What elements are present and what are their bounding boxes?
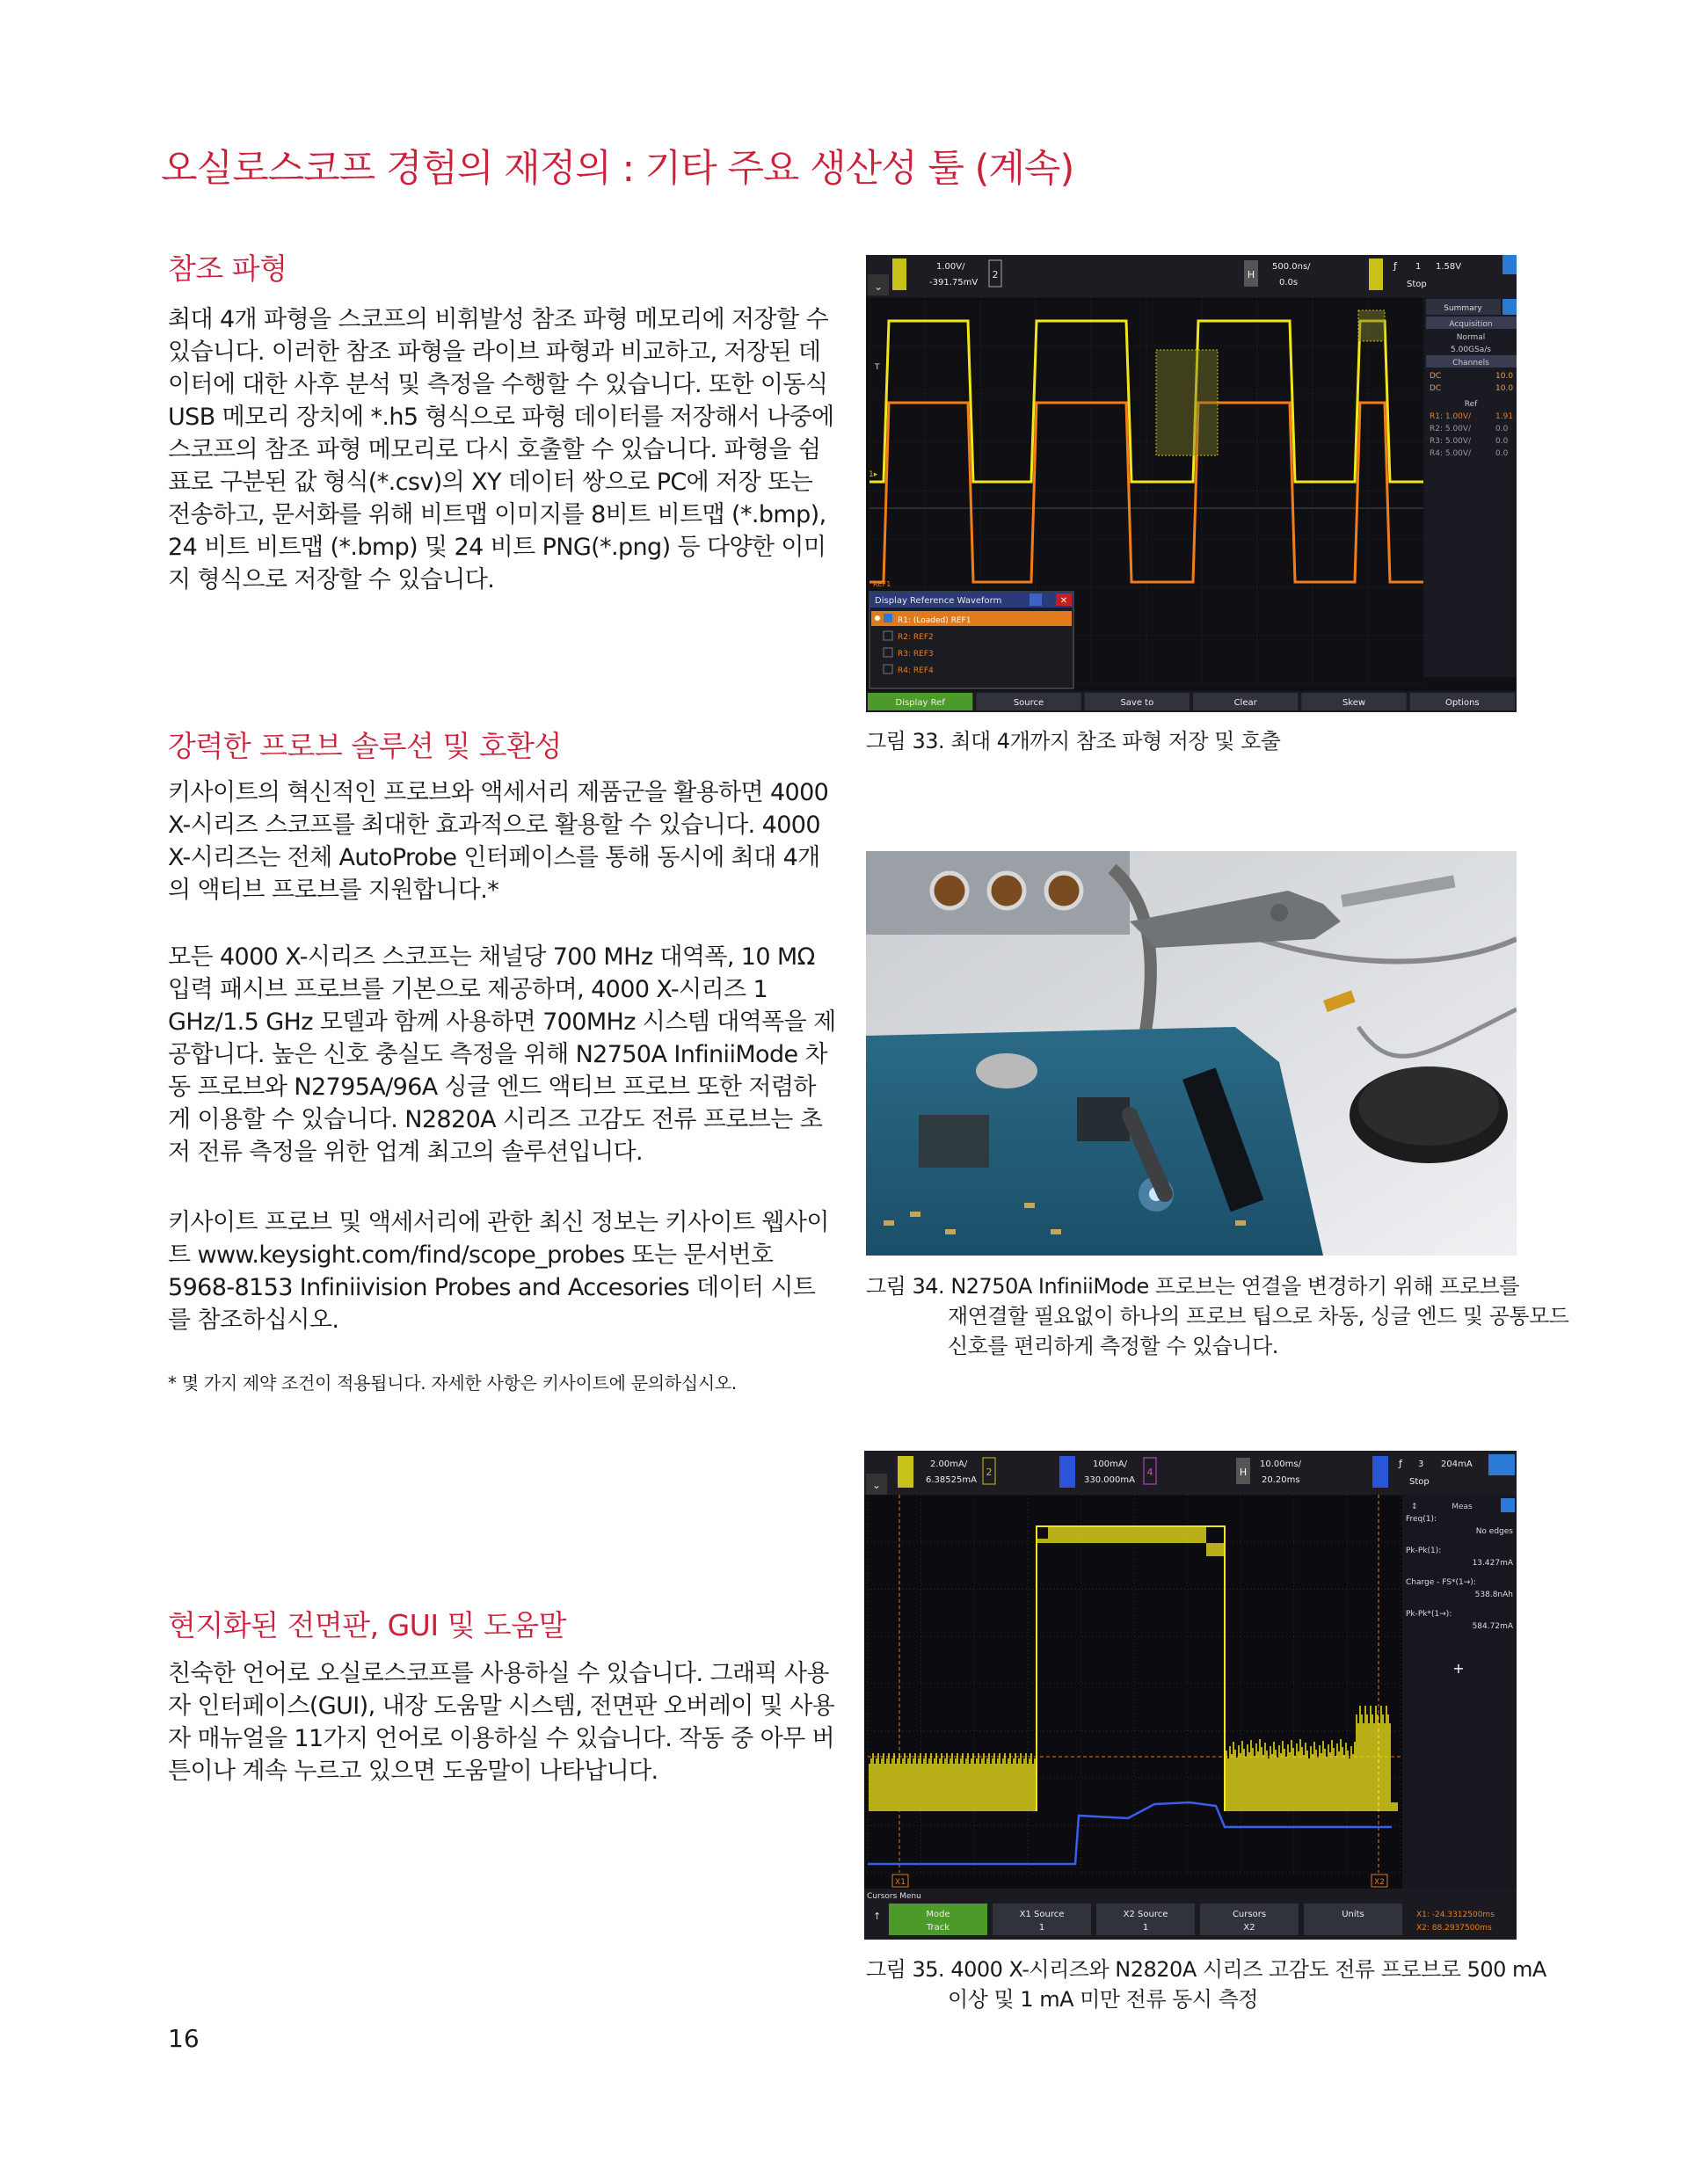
ch-a-scale: 2.00mA/	[930, 1460, 968, 1469]
side-ch-val-1: 10.0	[1495, 372, 1514, 381]
ch2-badge: 2	[992, 269, 999, 280]
run-state: Stop	[1407, 280, 1427, 289]
softkey-35-bottom-0: Track	[926, 1923, 950, 1933]
side-acq-title: Acquisition	[1449, 320, 1493, 329]
bnc-connector-2	[989, 873, 1024, 908]
meas-value-1: 13.427mA	[1472, 1559, 1513, 1568]
ch1-badge[interactable]	[892, 258, 906, 290]
ch-b-badge[interactable]	[1059, 1456, 1075, 1488]
figure-34-number: 그림 34.	[866, 1274, 945, 1299]
side-ch-title: Channels	[1452, 359, 1489, 368]
help-icon[interactable]	[1502, 255, 1517, 274]
softkey-label-1: Source	[1013, 698, 1044, 708]
side-ref-val-2: 0.0	[1495, 425, 1509, 433]
page-title: 오실로스코프 경험의 재정의 : 기타 주요 생산성 툴 (계속)	[161, 147, 1074, 191]
trigger-level: 1.58V	[1436, 262, 1462, 272]
h-badge-2: H	[1239, 1467, 1248, 1478]
timebase: 500.0ns/	[1272, 262, 1311, 272]
softkey-label-2: Save to	[1120, 698, 1154, 708]
meas-panel-icon: ↕	[1411, 1503, 1418, 1511]
figure-33-caption-text: 최대 4개까지 참조 파형 저장 및 호출	[950, 729, 1281, 753]
footnote: * 몇 가지 제약 조건이 적용됩니다. 자세한 사항은 키사이트에 문의하십시오.	[168, 1372, 737, 1394]
side-ch-row-2: DC	[1430, 384, 1442, 393]
measurement-region-small[interactable]	[1358, 310, 1385, 341]
page-number: 16	[168, 2024, 200, 2053]
dialog-item-r2-label[interactable]: R2: REF2	[898, 633, 934, 642]
probes-para-3	[168, 1206, 836, 1336]
figure-34-caption-line1: N2750A InfiniiMode 프로브는 연결을 변경하기 위해 프로브를	[950, 1274, 1520, 1299]
svg-text:⌄: ⌄	[873, 280, 884, 293]
run-state-2: Stop	[1409, 1477, 1430, 1487]
softkey-35-top-2: X2 Source	[1123, 1910, 1168, 1919]
section-heading-ref-waveform: 참조 파형	[168, 251, 287, 286]
figure-34-caption	[866, 1271, 1568, 1361]
cursor-readout-x1: X1: -24.3312500ms	[1416, 1911, 1495, 1919]
softkey-label-0: Display Ref	[895, 698, 945, 708]
softkey-35-bottom-2: 1	[1142, 1923, 1149, 1933]
trigger-marker-t: T	[875, 363, 880, 372]
ref-marker: REF1	[873, 580, 891, 588]
softkey-35-bottom-1: 1	[1038, 1923, 1045, 1933]
localized-para	[168, 1657, 836, 1787]
ch-a-num: 2	[986, 1467, 993, 1478]
side-ref-val-4: 0.0	[1495, 449, 1509, 458]
menu-back-icon[interactable]: ↑	[873, 1911, 882, 1922]
figure-34-caption-line3: 신호를 편리하게 측정할 수 있습니다.	[948, 1334, 1278, 1358]
trigger-level-2: 204mA	[1441, 1460, 1473, 1469]
trigger-badge-2[interactable]	[1372, 1456, 1388, 1488]
cursors-menu-title: Cursors Menu	[867, 1892, 921, 1901]
dialog-pin-icon[interactable]	[1030, 593, 1042, 606]
side-ref-val-3: 0.0	[1495, 437, 1509, 446]
side-acq-mode: Normal	[1456, 333, 1486, 342]
softkey-35-top-0: Mode	[926, 1910, 950, 1919]
figure-35-svg	[864, 1451, 1517, 1940]
dialog-item-r1-check[interactable]	[884, 614, 892, 622]
meas-value-3: 584.72mA	[1472, 1622, 1513, 1631]
side-ch-val-2: 10.0	[1495, 384, 1514, 393]
dialog-item-r1-label: R1: (Loaded) REF1	[898, 616, 971, 625]
ref-waveform-text: 최대 4개 파형을 스코프의 비휘발성 참조 파형 메모리에 저장할 수 있습니다. 이러한 참조 파형을 라이브 파형과 비교하고, 저장된 데이터에 대한 사후 분석 및 측정을 수행할 수 있습니다. 또한 이동식 USB 메모리 장치에 *.h5 형식으로 파형 데이터를 저장해서 나중에 스코프의 참조 파형 메모리로 다시 호출할 수 있습니다. 파형을 쉼표로 구분된 값 형식(*.csv)의 XY 데이터 쌍으로 PC에 저장 또는 전송하고, 문서화를 위해 비트맵 이미지를 8비트 비트맵 (*.bmp), 24 비트 비트맵 (*.bmp) 및 24 비트 PNG(*.png) 등 다양한 이미지 형식으로 저장할 수 있습니다.	[168, 306, 834, 593]
cursor-x2-label: X2	[1374, 1878, 1385, 1887]
softkey-label-4: Skew	[1342, 698, 1366, 708]
dialog-item-r4-label[interactable]: R4: REF4	[898, 666, 934, 675]
trigger-num: 1	[1415, 262, 1422, 272]
side-ref-val-1: 1.91	[1495, 412, 1514, 421]
screen-icon[interactable]	[1488, 1454, 1515, 1475]
dialog-title: Display Reference Waveform	[875, 596, 1002, 606]
figure-35-number: 그림 35.	[866, 1957, 945, 1982]
cursor-x1-label: X1	[895, 1878, 906, 1887]
dialog-item-r1-radio	[875, 615, 880, 621]
ch-a-offset: 6.38525mA	[926, 1475, 977, 1485]
figure-33-scope-screenshot	[866, 255, 1517, 712]
side-panel-icon[interactable]	[1502, 299, 1517, 315]
meas-label-1: Pk-Pk(1):	[1406, 1547, 1442, 1555]
figure-34-caption-line2: 재연결할 필요없이 하나의 프로브 팁으로 차동, 싱글 엔드 및 공통모드	[948, 1304, 1569, 1329]
probe-clip-screw	[1270, 904, 1288, 921]
dialog-item-r3-label[interactable]: R3: REF3	[898, 650, 934, 659]
ch-b-num: 4	[1146, 1467, 1153, 1478]
figure-35-caption-line2: 이상 및 1 mA 미만 전류 동시 측정	[948, 1987, 1258, 2012]
softkey-35-4[interactable]	[1304, 1904, 1402, 1935]
svg-text:⌄: ⌄	[871, 1479, 882, 1491]
localized-text: 친숙한 언어로 오실로스코프를 사용하실 수 있습니다. 그래픽 사용자 인터페이스(GUI), 내장 도움말 시스템, 전면판 오버레이 및 사용자 매뉴얼을 11가지 언어로 이용하실 수 있습니다. 작동 중 아무 버튼이나 계속 누르고 있으면 도움말이 나타납니다.	[168, 1660, 835, 1785]
ch-a-badge[interactable]	[898, 1456, 913, 1488]
meas-label-2: Charge - FS*(1→):	[1406, 1578, 1476, 1587]
meas-value-2: 538.8nAh	[1474, 1591, 1513, 1599]
probes-para-1-text: 키사이트의 혁신적인 프로브와 액세서리 제품군을 활용하면 4000 X-시리즈 스코프를 최대한 효과적으로 활용할 수 있습니다. 4000 X-시리즈는 전체 AutoProbe 인터페이스를 통해 동시에 최대 4개의 액티브 프로브를 지원합니다.*	[168, 779, 829, 904]
softkey-35-top-1: X1 Source	[1019, 1910, 1065, 1919]
side-ref-row-3: R3: 5.00V/	[1430, 437, 1472, 446]
softkey-label-3: Clear	[1233, 698, 1257, 708]
board-chip-2	[1077, 1097, 1130, 1141]
timebase-2: 10.00ms/	[1260, 1460, 1301, 1469]
ch-b-offset: 330.000mA	[1084, 1475, 1135, 1485]
figure-34-probe-photo	[866, 851, 1517, 1256]
ch-b-scale: 100mA/	[1093, 1460, 1128, 1469]
add-measurement-icon[interactable]: +	[1452, 1660, 1465, 1677]
section-heading-probes: 강력한 프로브 솔루션 및 호환성	[168, 729, 562, 763]
probes-para-3-text: 키사이트 프로브 및 액세서리에 관한 최신 정보는 키사이트 웹사이트 www.keysight.com/find/scope_probes 또는 문서번호 5968-8153 Infiniivision Probes and Accesories 데이터 시트를 참조하십시오.	[168, 1209, 829, 1334]
figure-34-svg	[866, 851, 1517, 1256]
figure-35-caption-line1: 4000 X-시리즈와 N2820A 시리즈 고감도 전류 프로브로 500 mA	[950, 1957, 1546, 1982]
side-tab-label: Summary	[1444, 304, 1482, 313]
ch1-ground-marker: 1▸	[869, 470, 878, 479]
side-ref-row-2: R2: 5.00V/	[1430, 425, 1472, 433]
trigger-num-2: 3	[1418, 1460, 1424, 1469]
bnc-connector-3	[1046, 873, 1081, 908]
section-body-ref-waveform	[168, 303, 836, 596]
side-ref-row-4: R4: 5.00V/	[1430, 449, 1472, 458]
softkey-35-bottom-3: X2	[1243, 1923, 1255, 1933]
softkey-label-5: Options	[1445, 698, 1480, 708]
cursor-readout-x2: X2: 88.2937500ms	[1416, 1924, 1492, 1933]
figure-35-caption	[866, 1955, 1546, 2014]
side-ref-row-1: R1: 1.00V/	[1430, 412, 1472, 421]
softkey-35-top-3: Cursors	[1232, 1910, 1267, 1919]
section-heading-localized: 현지화된 전면판, GUI 및 도움말	[168, 1608, 567, 1642]
meas-label-0: Freq(1):	[1406, 1515, 1437, 1524]
trigger-icon-2: ƒ	[1399, 1458, 1402, 1469]
probes-para-2	[168, 941, 836, 1168]
side-acq-rate: 5.00GSa/s	[1451, 346, 1491, 354]
meas-label-3: Pk-Pk*(1→):	[1406, 1610, 1452, 1619]
ch1-offset: -391.75mV	[929, 278, 979, 288]
meas-panel-button[interactable]	[1501, 1498, 1515, 1512]
ch1-scale: 1.00V/	[936, 262, 965, 272]
figure-33-number: 그림 33.	[866, 729, 945, 753]
figure-35-scope-screenshot	[864, 1451, 1517, 1940]
meas-value-0: No edges	[1475, 1527, 1513, 1536]
figure-33-caption	[866, 726, 1280, 756]
probes-para-2-text: 모든 4000 X-시리즈 스코프는 채널당 700 MHz 대역폭, 10 MΩ 입력 패시브 프로브를 기본으로 제공하며, 4000 X-시리즈 1 GHz/1.5 GHz 모델과 함께 사용하면 700MHz 시스템 대역폭을 제공합니다. 높은 신호 충실도 측정을 위해 N2750A InfiniiMode 차동 프로브와 N2795A/96A 싱글 엔드 액티브 프로브 또한 저렴하게 이용할 수 있습니다. N2820A 시리즈 고감도 전류 프로브는 초저 전류 측정을 위한 업계 최고의 솔루션입니다.	[168, 943, 836, 1166]
softkey-35-top-4: Units	[1342, 1910, 1364, 1919]
h-badge: H	[1247, 269, 1255, 280]
trigger-badge[interactable]	[1369, 258, 1383, 290]
delay: 0.0s	[1279, 278, 1299, 288]
bnc-connector-1	[932, 873, 967, 908]
coin-battery	[976, 1053, 1037, 1088]
dialog-close-icon: ✕	[1059, 596, 1068, 606]
figure-33-svg	[866, 255, 1517, 712]
measurement-region[interactable]	[1156, 350, 1218, 455]
trigger-icon: ƒ	[1393, 260, 1397, 272]
delay-2: 20.20ms	[1262, 1475, 1300, 1485]
scope-top-bar-2	[864, 1451, 1517, 1495]
side-ref-title: Ref	[1464, 400, 1478, 409]
board-chip-1	[919, 1115, 989, 1168]
side-ch-row-1: DC	[1430, 372, 1442, 381]
probes-para-1	[168, 776, 836, 906]
meas-title: Meas	[1452, 1503, 1473, 1511]
